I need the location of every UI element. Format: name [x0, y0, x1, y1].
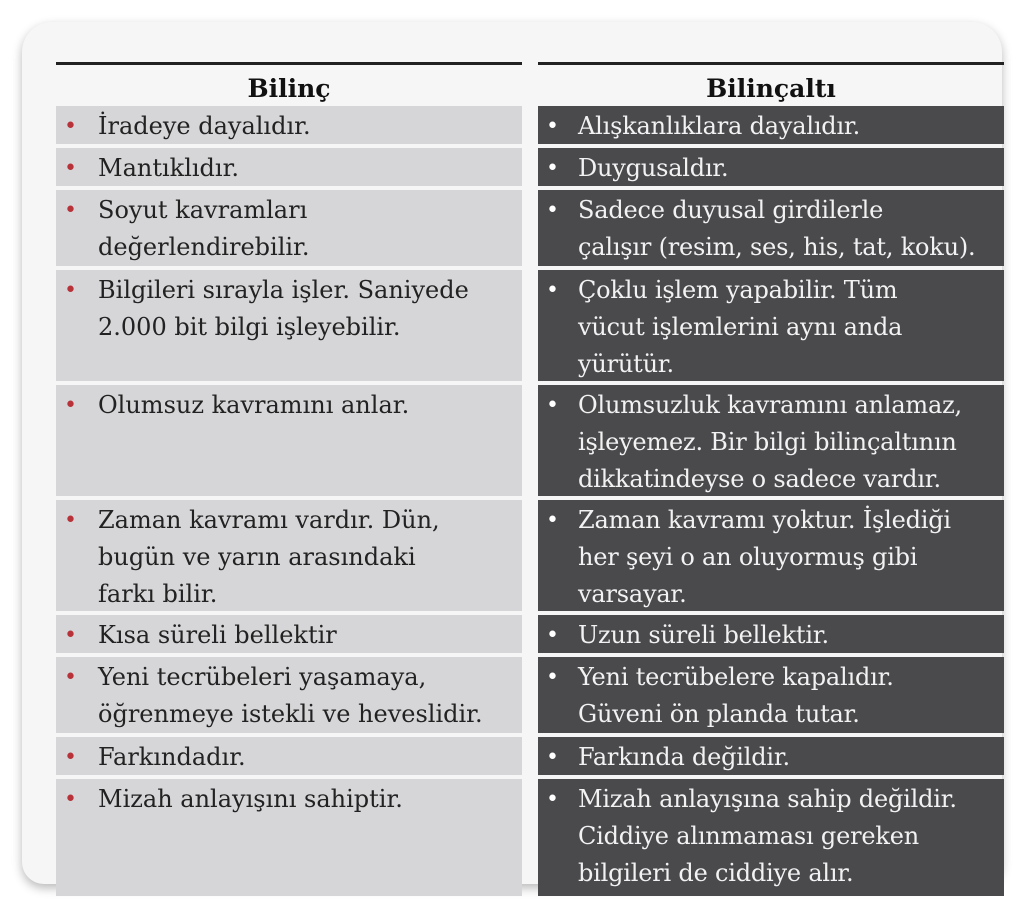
- bullet-icon: •: [64, 114, 77, 139]
- bullet-icon: •: [64, 198, 77, 223]
- bullet-icon: •: [546, 114, 559, 139]
- cell-text: Duygusaldır.: [578, 154, 729, 182]
- cell-text: Bilgileri sırayla işler. Saniyede 2.000 bit bilgi işleyebilir.: [98, 276, 469, 341]
- cell-text: Sadece duyusal girdilerle çalışır (resim, ses, his, tat, koku).: [578, 196, 976, 261]
- cell-text: Farkındadır.: [98, 743, 246, 771]
- cell-text: Zaman kavramı yoktur. İşlediği her şeyi o an oluyormuş gibi varsayar.: [578, 506, 951, 608]
- cell-text: Olumsuzluk kavramını anlamaz, işleyemez. Bir bilgi bilinçaltının dikkatindeyse o sadece vardır.: [578, 391, 962, 493]
- cell-text: Olumsuz kavramını anlar.: [98, 391, 410, 419]
- cell-text: Zaman kavramı vardır. Dün, bugün ve yarın arasındaki farkı bilir.: [98, 506, 440, 608]
- table-cell: [538, 106, 1004, 144]
- table-cell: [538, 779, 1004, 896]
- bullet-icon: •: [546, 278, 559, 303]
- bilincalti-header: Bilinçaltı: [538, 62, 1004, 102]
- bullet-icon: •: [546, 393, 559, 418]
- table-cell: [56, 190, 522, 266]
- table-cell: [56, 500, 522, 611]
- cell-text: Mizah anlayışını sahiptir.: [98, 785, 403, 813]
- bullet-icon: •: [64, 623, 77, 648]
- bullet-icon: •: [546, 198, 559, 223]
- bullet-icon: •: [64, 278, 77, 303]
- cell-text: Yeni tecrübelere kapalıdır. Güveni ön planda tutar.: [578, 663, 894, 728]
- table-card: [22, 22, 1002, 887]
- table-cell: [56, 737, 522, 775]
- bullet-icon: •: [546, 156, 559, 181]
- cell-text: Kısa süreli bellektir: [98, 621, 337, 649]
- cell-text: Farkında değildir.: [578, 743, 790, 771]
- cell-text: Mantıklıdır.: [98, 154, 240, 182]
- bullet-icon: •: [64, 156, 77, 181]
- cell-text: Çoklu işlem yapabilir. Tüm vücut işlemlerini aynı anda yürütür.: [578, 276, 903, 378]
- cell-text: Alışkanlıklara dayalıdır.: [578, 112, 860, 140]
- bullet-icon: •: [64, 745, 77, 770]
- table-cell: [56, 270, 522, 381]
- table-cell: [56, 779, 522, 896]
- table-cell: [56, 148, 522, 186]
- bullet-icon: •: [64, 787, 77, 812]
- table-cell: [56, 385, 522, 496]
- cell-text: Yeni tecrübeleri yaşamaya, öğrenmeye istekli ve heveslidir.: [98, 663, 483, 728]
- bullet-icon: •: [546, 665, 559, 690]
- table-cell: [538, 657, 1004, 733]
- cell-text: Mizah anlayışına sahip değildir. Ciddiye alınmaması gereken bilgileri de ciddiye alır.: [578, 785, 957, 887]
- table-cell: [56, 615, 522, 653]
- table-cell: [538, 148, 1004, 186]
- table-cell: [538, 615, 1004, 653]
- bilincalti-column: [538, 62, 1004, 896]
- bullet-icon: •: [546, 787, 559, 812]
- bullet-icon: •: [64, 665, 77, 690]
- table-cell: [56, 657, 522, 733]
- table-cell: [538, 500, 1004, 611]
- bilinc-column: [56, 62, 522, 896]
- cell-text: İradeye dayalıdır.: [98, 112, 311, 140]
- bullet-icon: •: [546, 623, 559, 648]
- table-cell: [538, 190, 1004, 266]
- bullet-icon: •: [64, 393, 77, 418]
- cell-text: Soyut kavramları değerlendirebilir.: [98, 196, 310, 261]
- table-cell: [56, 106, 522, 144]
- cell-text: Uzun süreli bellektir.: [578, 621, 829, 649]
- table-cell: [538, 737, 1004, 775]
- table-cell: [538, 385, 1004, 496]
- bullet-icon: •: [546, 508, 559, 533]
- bullet-icon: •: [546, 745, 559, 770]
- table-cell: [538, 270, 1004, 381]
- bilinc-header: Bilinç: [56, 62, 522, 102]
- bullet-icon: •: [64, 508, 77, 533]
